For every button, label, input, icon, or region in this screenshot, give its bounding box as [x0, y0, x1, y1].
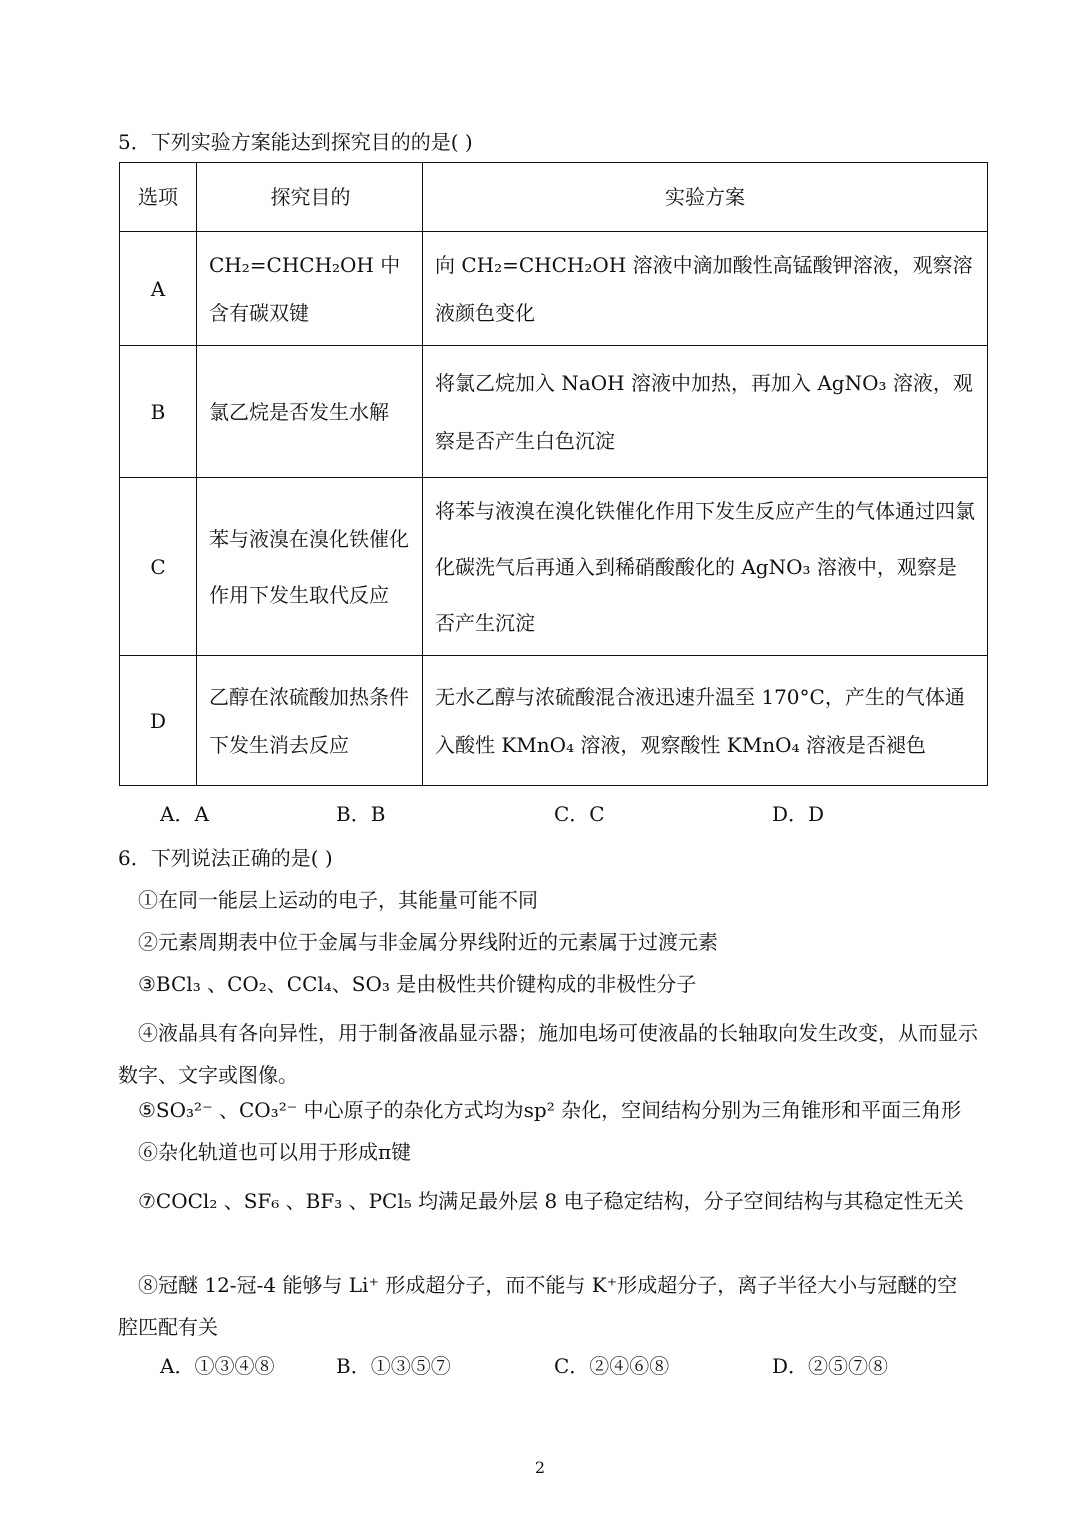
- q5-option-b[interactable]: B．B: [336, 802, 386, 826]
- row-goal: 乙醇在浓硫酸加热条件下发生消去反应: [197, 656, 423, 786]
- row-option: B: [120, 346, 197, 478]
- table-row: [120, 346, 988, 478]
- row-plan: 向 CH₂=CHCH₂OH 溶液中滴加酸性高锰酸钾溶液，观察溶液颜色变化: [423, 232, 988, 346]
- statement-8: ⑧冠醚 12-冠-4 能够与 Li⁺ 形成超分子，而不能与 K⁺形成超分子，离子半径大小与冠醚的空腔匹配有关: [118, 1273, 958, 1339]
- row-option: A: [120, 232, 197, 346]
- statement-2: ②元素周期表中位于金属与非金属分界线附近的元素属于过渡元素: [138, 930, 718, 954]
- header-plan: 实验方案: [423, 163, 988, 232]
- q6-option-a[interactable]: A．①③④⑧: [160, 1354, 275, 1378]
- statement-5: ⑤SO₃²⁻ 、CO₃²⁻ 中心原子的杂化方式均为sp² 杂化，空间结构分别为三角锥形和平面三角形: [138, 1098, 962, 1122]
- row-goal: 氯乙烷是否发生水解: [197, 346, 423, 478]
- statement-1: ①在同一能层上运动的电子，其能量可能不同: [138, 888, 538, 912]
- table-row: [120, 232, 988, 346]
- header-goal: 探究目的: [197, 163, 423, 232]
- row-plan: 将苯与液溴在溴化铁催化作用下发生反应产生的气体通过四氯化碳洗气后再通入到稀硝酸酸化的 AgNO₃ 溶液中，观察是否产生沉淀: [423, 478, 988, 656]
- question-6-title: 6．下列说法正确的是( ): [118, 846, 333, 870]
- table-row: [120, 656, 988, 786]
- q5-option-c[interactable]: C．C: [554, 802, 605, 826]
- statement-3: ③BCl₃ 、CO₂、CCl₄、SO₃ 是由极性共价键构成的非极性分子: [138, 972, 697, 996]
- q6-option-c[interactable]: C．②④⑥⑧: [554, 1354, 670, 1378]
- row-option: C: [120, 478, 197, 656]
- q5-option-a[interactable]: A．A: [160, 802, 209, 826]
- q5-option-d[interactable]: D．D: [772, 802, 825, 826]
- row-plan: 将氯乙烷加入 NaOH 溶液中加热，再加入 AgNO₃ 溶液，观察是否产生白色沉淀: [423, 346, 988, 478]
- row-goal: CH₂=CHCH₂OH 中含有碳双键: [197, 232, 423, 346]
- q6-option-d[interactable]: D．②⑤⑦⑧: [772, 1354, 889, 1378]
- question-5-title: 5．下列实验方案能达到探究目的的是( ): [118, 130, 473, 154]
- statement-7: ⑦COCl₂ 、SF₆ 、BF₃ 、PCl₅ 均满足最外层 8 电子稳定结构，分子空间结构与其稳定性无关: [138, 1189, 964, 1213]
- header-option: 选项: [120, 163, 197, 232]
- row-option: D: [120, 656, 197, 786]
- experiment-table: [119, 162, 988, 786]
- q6-option-b[interactable]: B．①③⑤⑦: [336, 1354, 451, 1378]
- row-plan: 无水乙醇与浓硫酸混合液迅速升温至 170°C，产生的气体通入酸性 KMnO₄ 溶液，观察酸性 KMnO₄ 溶液是否褪色: [423, 656, 988, 786]
- page-number: 2: [534, 1458, 546, 1477]
- statement-4: ④液晶具有各向异性，用于制备液晶显示器；施加电场可使液晶的长轴取向发生改变，从而显示数字、文字或图像。: [118, 1021, 978, 1087]
- table-row: [120, 478, 988, 656]
- statement-6: ⑥杂化轨道也可以用于形成π键: [138, 1140, 412, 1164]
- table-header-row: [120, 163, 988, 232]
- row-goal: 苯与液溴在溴化铁催化作用下发生取代反应: [197, 478, 423, 656]
